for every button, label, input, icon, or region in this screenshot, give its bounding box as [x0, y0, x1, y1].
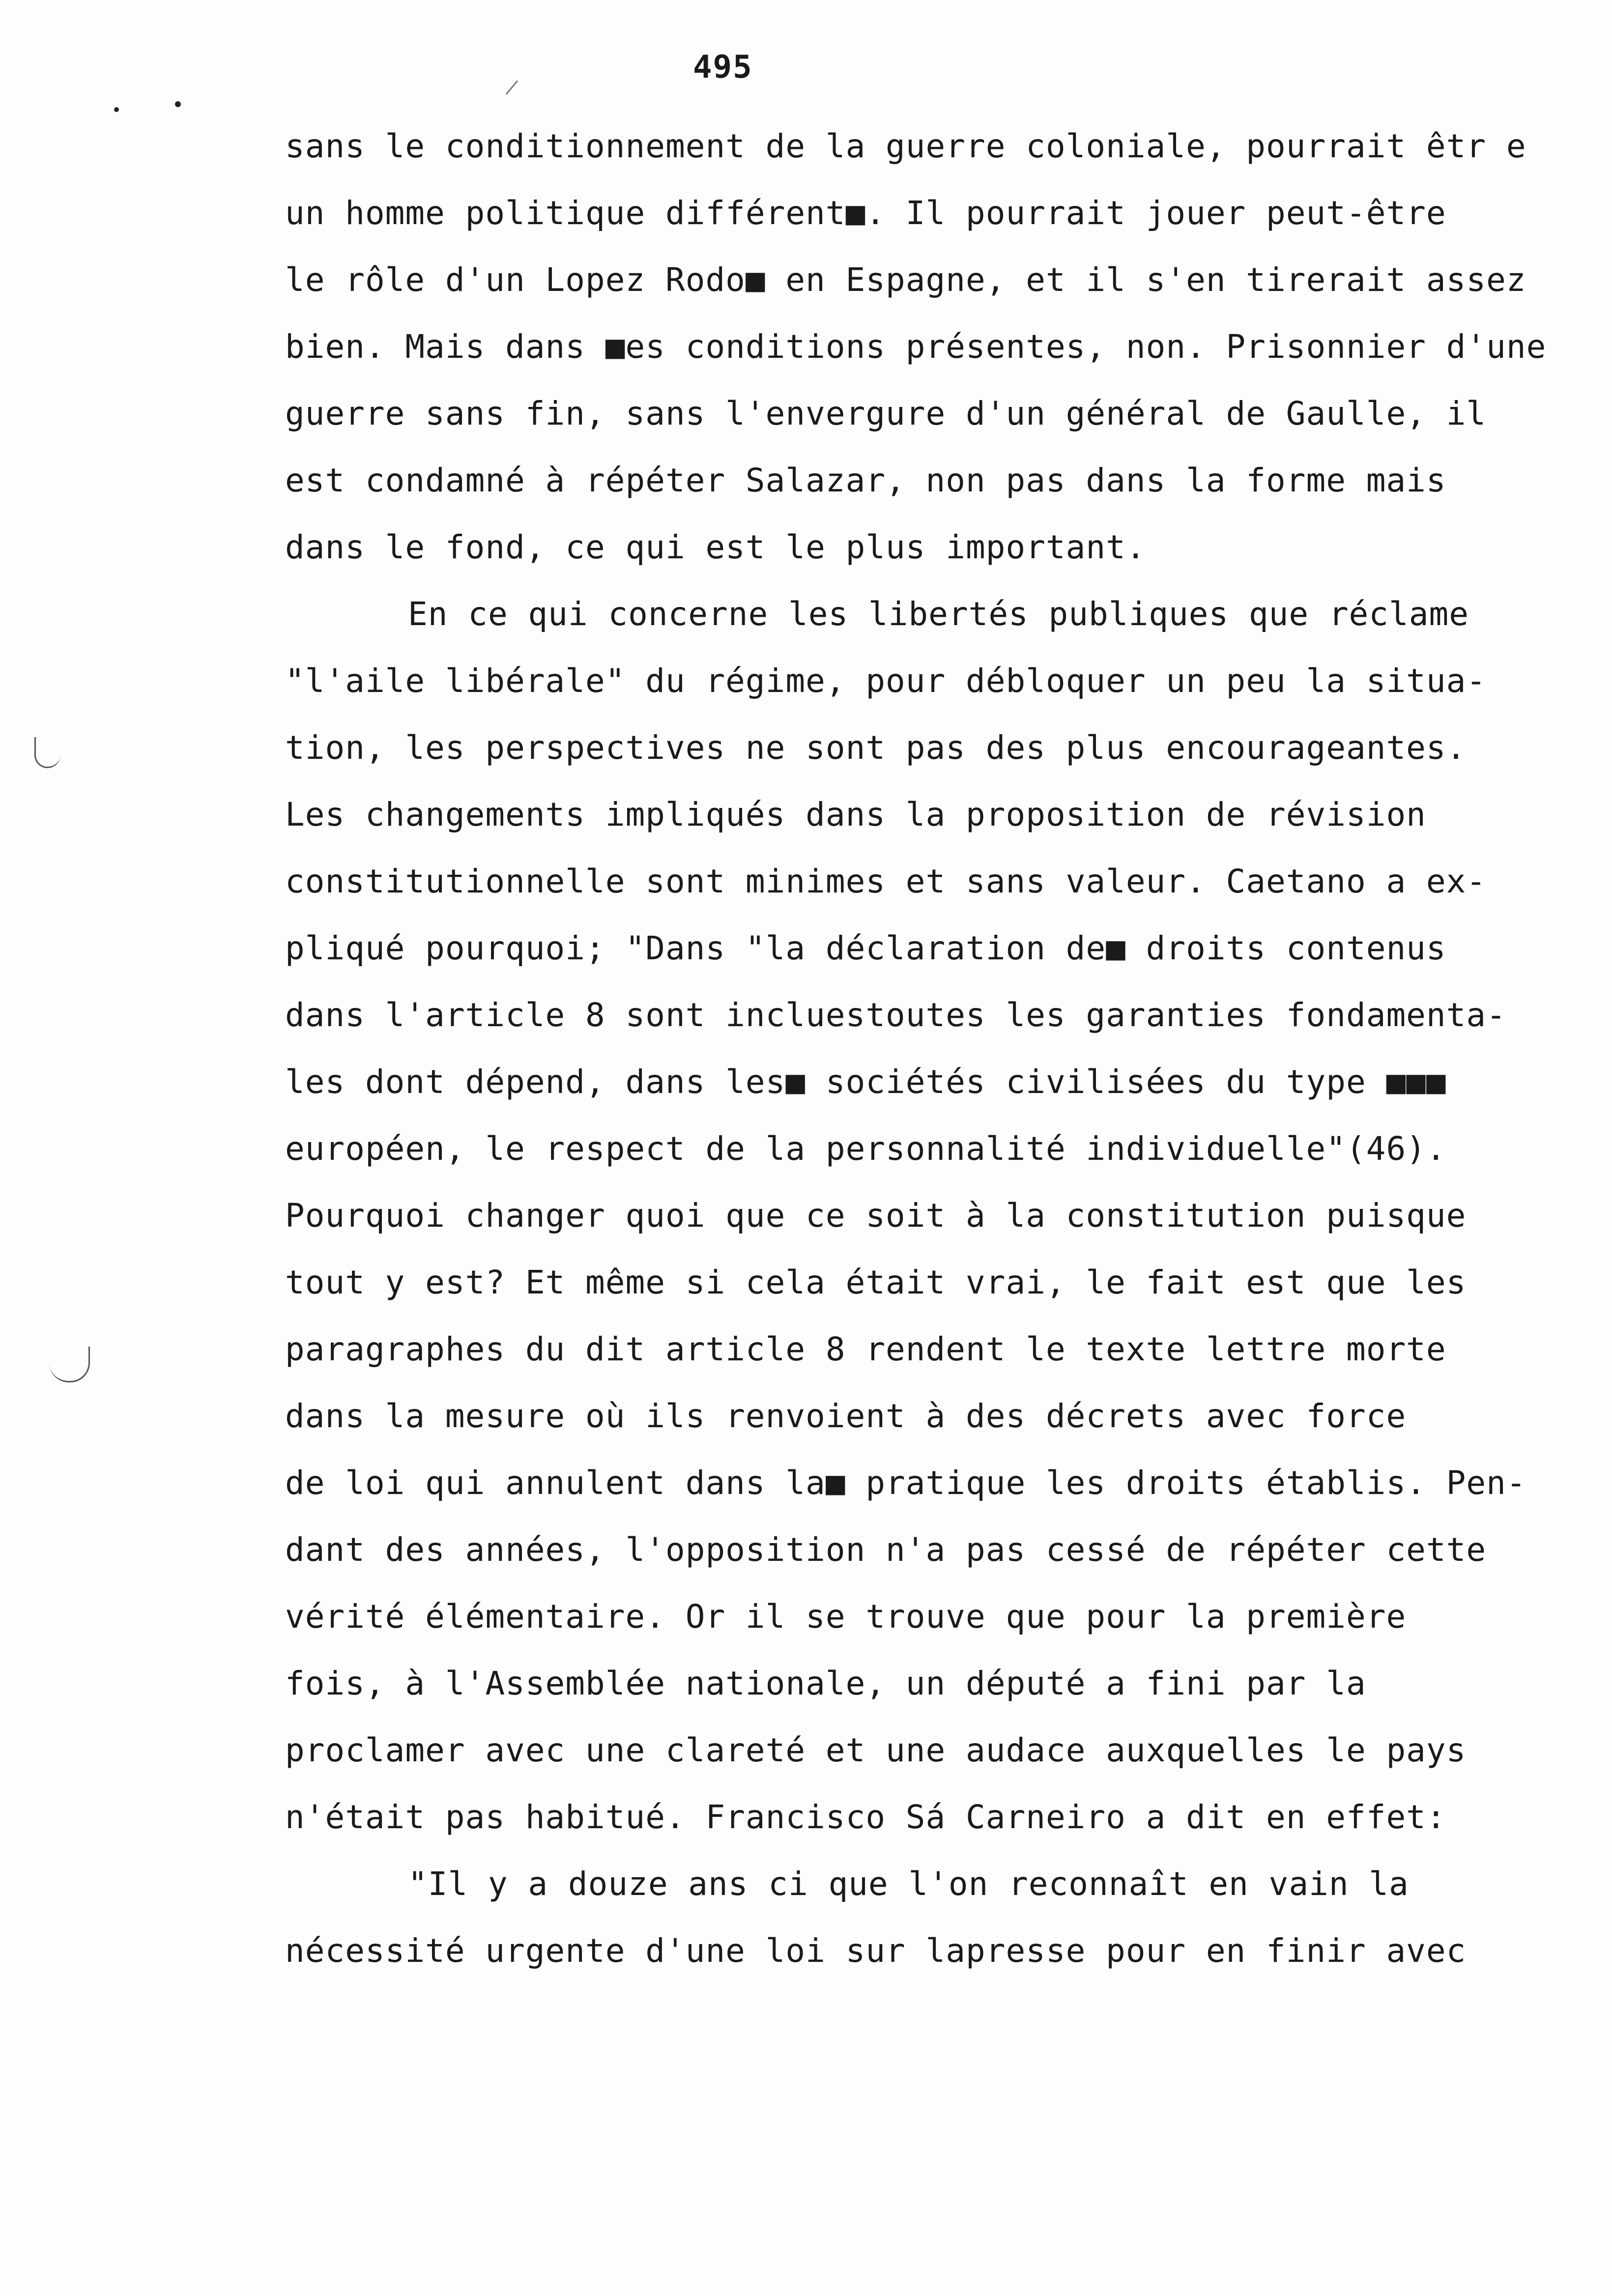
text-line: de loi qui annulent dans la■ pratique les droits établis. Pen-: [285, 1464, 1526, 1502]
page-number: 495: [693, 49, 753, 86]
text-line: européen, le respect de la personnalité individuelle"(46).: [285, 1130, 1446, 1168]
text-line: constitutionnelle sont minimes et sans valeur. Caetano a ex-: [285, 862, 1487, 900]
text-line: dans l'article 8 sont incluestoutes les garanties fondamenta-: [285, 996, 1506, 1034]
text-line: sans le conditionnement de la guerre coloniale, pourrait êtr e: [285, 127, 1526, 165]
text-line: n'était pas habitué. Francisco Sá Carneiro a dit en effet:: [285, 1798, 1446, 1836]
text-line: dans la mesure où ils renvoient à des décrets avec force: [285, 1397, 1407, 1435]
text-line: "l'aile libérale" du régime, pour débloquer un peu la situa-: [285, 662, 1487, 700]
text-line: vérité élémentaire. Or il se trouve que pour la première: [285, 1598, 1407, 1636]
text-line: paragraphes du dit article 8 rendent le texte lettre morte: [285, 1330, 1446, 1368]
text-line: Pourquoi changer quoi que ce soit à la constitution puisque: [285, 1197, 1467, 1234]
text-line: nécessité urgente d'une loi sur lapresse pour en finir avec: [285, 1932, 1467, 1970]
text-line: est condamné à répéter Salazar, non pas dans la forme mais: [285, 461, 1446, 499]
text-line: fois, à l'Assemblée nationale, un député a fini par la: [285, 1665, 1366, 1702]
text-line: tion, les perspectives ne sont pas des plus encourageantes.: [285, 729, 1467, 767]
text-line: le rôle d'un Lopez Rodo■ en Espagne, et il s'en tirerait assez: [285, 261, 1526, 299]
body-text: [285, 113, 1573, 1984]
margin-stroke: [34, 737, 60, 768]
text-line: "Il y a douze ans ci que l'on reconnaît en vain la: [408, 1865, 1409, 1903]
text-line: Les changements impliqués dans la proposition de révision: [285, 796, 1426, 833]
text-line: tout y est? Et même si cela était vrai, le fait est que les: [285, 1263, 1467, 1301]
text-line: bien. Mais dans ■es conditions présentes, non. Prisonnier d'une: [285, 328, 1547, 366]
text-line: dans le fond, ce qui est le plus important.: [285, 528, 1146, 566]
text-line: dant des années, l'opposition n'a pas cessé de répéter cette: [285, 1531, 1487, 1569]
text-line: les dont dépend, dans les■ sociétés civilisées du type ■■■: [285, 1063, 1446, 1101]
text-line: un homme politique différent■. Il pourrait jouer peut-être: [285, 194, 1446, 232]
scan-dot: [175, 101, 181, 107]
scan-dot: [114, 107, 119, 112]
margin-stroke: [49, 1347, 90, 1382]
text-line: guerre sans fin, sans l'envergure d'un général de Gaulle, il: [285, 395, 1487, 432]
text-line: En ce qui concerne les libertés publiques que réclame: [408, 595, 1469, 633]
pen-mark: [506, 80, 518, 95]
text-line: pliqué pourquoi; "Dans "la déclaration de■ droits contenus: [285, 929, 1446, 967]
text-line: proclamer avec une clareté et une audace auxquelles le pays: [285, 1731, 1467, 1769]
